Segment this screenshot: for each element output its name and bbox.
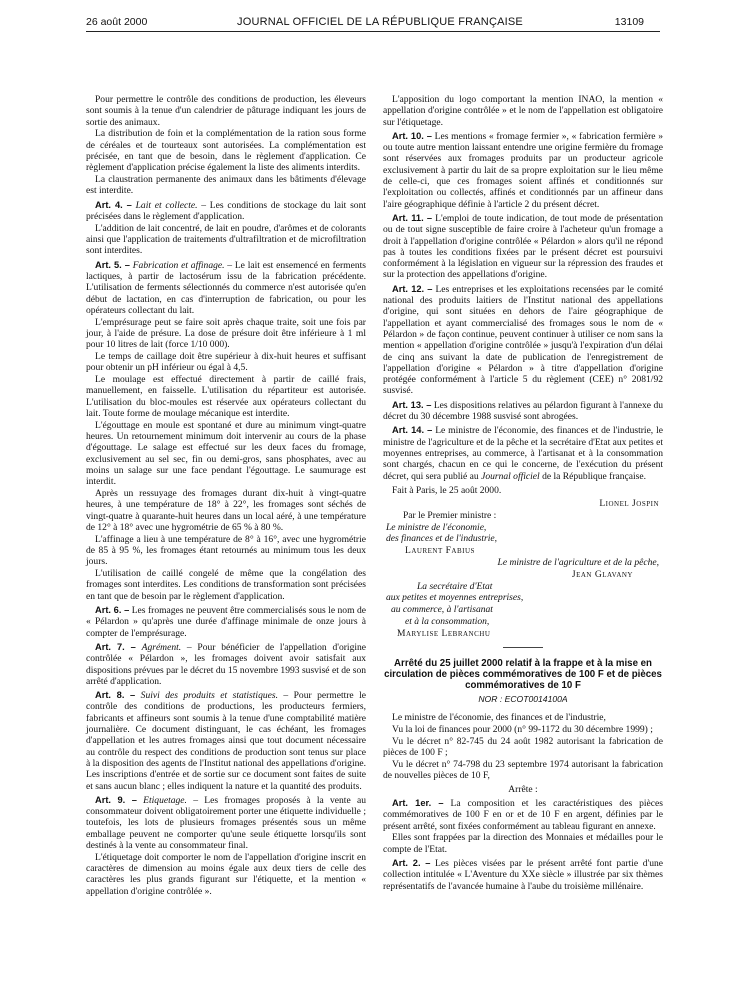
paragraph: L'apposition du logo comportant la mention INAO, la mention « appellation d'origine contrôlée » et le nom de l'appellation est obligatoire sur l'étiquetage. bbox=[383, 94, 663, 128]
header-date: 26 août 2000 bbox=[86, 16, 148, 28]
header-rule bbox=[86, 31, 660, 32]
article-4 bbox=[86, 200, 366, 223]
paragraph: Le ministre de l'économie, des finances et de l'industrie, bbox=[392, 712, 606, 724]
secretary-line: aux petites et moyennes entreprises, bbox=[386, 592, 524, 604]
secretary-line: au commerce, à l'artisanat bbox=[391, 604, 493, 616]
article-2 bbox=[383, 858, 663, 892]
article-text: de la République française. bbox=[539, 470, 647, 482]
article-text: – Les fromages proposés à la vente au consommateur doivent obligatoirement porter une étiquette individuelle ; toutefois, les lots de plusieurs fromages présentés sous un même emballage peuvent ne comporter qu'une seule étiquette lorsqu'ils sont destinés à la vente au consommateur final. bbox=[86, 794, 366, 851]
paragraph: L'utilisation de caillé congelé de même que la congélation des fromages sont interdites. Les conditions de transformation sont précisées en tant que de besoin par le règlement d'application. bbox=[86, 568, 366, 602]
article-8 bbox=[86, 690, 366, 792]
article-9 bbox=[86, 795, 366, 851]
article-10 bbox=[383, 131, 663, 210]
article-text: Le ministre de l'économie, des finances et de l'industrie, le ministre de l'agriculture et de la pêche et la secrétaire d'Etat aux petites et moyennes entreprises, au commerce, à l'artisanat et à la consommation sont chargés, chacun en ce qui le concerne, de l'exécution du présent décret, qui sera publié au bbox=[383, 425, 663, 482]
minister-eco-line: Le ministre de l'économie, bbox=[386, 521, 487, 533]
article-label: Art. 2. – bbox=[392, 858, 431, 869]
paragraph: L'emprésurage peut se faire soit après chaque traite, soit une fois par jour, à l'aide de présure. La dose de présure doit être inférieure à 1 ml pour 10 litres de lait (force 1/10 000). bbox=[86, 316, 366, 351]
article-7 bbox=[86, 642, 366, 687]
article-11 bbox=[383, 213, 663, 281]
article-title: Lait et collecte. bbox=[135, 199, 198, 211]
article-text: Les mentions « fromage fermier », « fabrication fermière » ou toute autre mention laissant entendre une origine fermière du fromage sont réservées aux fromages produits par un producteur agricole exclusivement à partir du lait de sa propre exploitation sur le lieu même de celle-ci, que ces fromages soient affinés et conditionnés sur l'exploitation ou collectés, affinés et conditionnés par un affineur dans l'aire géographique définie à l'article 2 du présent décret. bbox=[383, 130, 663, 210]
article-title: Suivi des produits et statistiques. bbox=[140, 690, 278, 702]
arrete-title: Arrêté du 25 juillet 2000 relatif à la frappe et à la mise en circulation de pièces commémoratives de 100 F et de pièces commémoratives de 10 F bbox=[384, 658, 662, 692]
article-label: Art. 11. – bbox=[392, 212, 433, 223]
separator bbox=[503, 647, 543, 648]
article-text: – Pour bénéficier de l'appellation d'origine contrôlée « Pélardon », les fromages doivent avoir satisfait aux dispositions prévues par le décret du 15 novembre 1993 susvisé et de son arrêté d'application. bbox=[86, 641, 367, 687]
paragraph: Après un ressuyage des fromages durant dix-huit à vingt-quatre heures, à une température de 18° à 22°, les fromages sont séchés de vingt-quatre à quarante-huit heures dans un local aéré, à une température de 12° à 18° avec une hygrométrie de 65 % à 80 %. bbox=[86, 488, 366, 533]
secretary-line: et à la consommation, bbox=[405, 616, 490, 628]
article-text: – Le lait est ensemencé en ferments lactiques, à partir de lactosérum issu de la fabrication précédente. L'utilisation de ferments sélectionnés du commerce n'est autorisée qu'en début de lactation, en cas d'interruption de fabrication, ou pour les opérateurs collectant du lait. bbox=[86, 259, 366, 316]
article-label: Art. 7. – bbox=[95, 641, 136, 652]
article-label: Art. 14. – bbox=[392, 425, 433, 436]
article-text: – Les conditions de stockage du lait sont précisées dans le règlement d'application. bbox=[86, 199, 366, 222]
article-title: Agrément. bbox=[141, 641, 182, 653]
article-text: Les entreprises et les exploitations recensées par le comité national des produits laitiers de l'Institut national des appellations d'origine, qui sont situées en dehors de l'aire géographique de l'appellation et ayant commercialisé des fromages sous le nom de « Pélardon » de façon continue, peuvent continuer à utiliser ce nom sans la mention « appellation d'origine contrôlée » jusqu'à l'expiration d'un délai de cinq ans suivant la date de publication de l'enregistrement de l'appellation d'origine « Pélardon » à titre d'appellation d'origine protégée conformément à l'article 5 du règlement (CEE) n° 2081/92 susvisé. bbox=[383, 283, 663, 397]
paragraph: L'addition de lait concentré, de lait en poudre, d'arômes et de colorants ainsi que l'application de traitements d'ultrafiltration et de microfiltration sont interdites. bbox=[86, 222, 366, 257]
article-5 bbox=[86, 260, 366, 316]
fait-a-paris: Fait à Paris, le 25 août 2000. bbox=[392, 484, 502, 496]
paragraph: L'affinage a lieu à une température de 8° à 16°, avec une hygrométrie de 85 à 95 %, les fromages étant retournés au minimum tous les deux jours. bbox=[86, 533, 366, 568]
article-text: – Pour permettre le contrôle des conditions de productions, les producteurs fermiers, fabricants et affineurs sont soumis à la tenue d'une comptabilité matière journalière. Ce document distinguant, le cas échéant, les fromages d'appellation et les autres fromages ainsi que tout document nécessaire au contrôle du respect des conditions de production sont tenus sur place à la disposition des agents de l'Institut national des appellations d'origine. Les inscriptions d'entrée et de sortie sur ce document sont faites de suite et sans aucun blanc ; elles indiquent la nature et la quantité des produits. bbox=[86, 690, 366, 792]
arrete-label: Arrête : bbox=[508, 783, 538, 795]
article-label: Art. 8. – bbox=[95, 690, 136, 701]
paragraph: Le temps de caillage doit être supérieur à dix-huit heures et suffisant pour obtenir un pH inférieur ou égal à 4,5. bbox=[86, 351, 366, 374]
article-6 bbox=[86, 605, 366, 639]
article-label: Art. 5. – bbox=[95, 259, 130, 270]
article-text: Les fromages ne peuvent être commercialisés sous le nom de « Pélardon » qu'après une durée d'affinage minimale de onze jours à compter de l'emprésurage. bbox=[86, 605, 366, 639]
article-label: Art. 1er. – bbox=[392, 798, 444, 809]
minister-eco-line: des finances et de l'industrie, bbox=[386, 533, 498, 545]
signature-eco: Laurent Fabius bbox=[405, 545, 475, 557]
signature-agri: Jean Glavany bbox=[571, 568, 633, 580]
journal-title: JOURNAL OFFICIEL DE LA RÉPUBLIQUE FRANÇAISE bbox=[237, 16, 523, 28]
right-column bbox=[383, 94, 663, 892]
article-label: Art. 10. – bbox=[392, 130, 432, 141]
article-label: Art. 12. – bbox=[392, 283, 433, 294]
article-label: Art. 9. – bbox=[95, 794, 137, 805]
signature-secretary: Marylise Lebranchu bbox=[397, 627, 491, 639]
paragraph: L'étiquetage doit comporter le nom de l'appellation d'origine inscrit en caractères de dimension au moins égale aux deux tiers de celle des caractères les plus grands figurant sur l'étiquette, et la mention « appellation d'origine contrôlée ». bbox=[86, 851, 366, 897]
paragraph: Vu le décret n° 74-798 du 23 septembre 1974 autorisant la fabrication de nouvelles pièces de 10 F, bbox=[383, 759, 663, 782]
article-text: Les dispositions relatives au pélardon figurant à l'annexe du décret du 30 décembre 1988 susvisé sont abrogées. bbox=[383, 399, 664, 423]
nor-reference: NOR : ECOT0014100A bbox=[478, 694, 568, 705]
paragraph: Pour permettre le contrôle des conditions de production, les éleveurs sont soumis à la tenue d'un calendrier de pâturage indiquant les jours de sortie des animaux. bbox=[86, 94, 366, 128]
article-13 bbox=[383, 400, 663, 423]
article-14 bbox=[383, 425, 663, 481]
article-label: Art. 13. – bbox=[392, 399, 432, 410]
page-number: 13109 bbox=[614, 16, 644, 28]
article-12 bbox=[383, 284, 663, 397]
article-title: Fabrication et affinage. bbox=[132, 259, 225, 271]
article-1 bbox=[383, 798, 663, 832]
article-text: Les pièces visées par le présent arrêté font partie d'une collection intitulée « L'Aventure du XXe siècle » illustrée par six thèmes représentatifs de l'avancée humaine à l'aube du troisième millénaire. bbox=[383, 858, 663, 892]
paragraph: Le moulage est effectué directement à partir de caillé frais, manuellement, en faisselle. L'utilisation du répartiteur est autorisée. L'utilisation du bloc-moules est réservée aux opérateurs collectant du lait. Toute forme de moulage mécanique est interdite. bbox=[86, 374, 366, 420]
par-le-premier-ministre: Par le Premier ministre : bbox=[403, 509, 497, 521]
minister-agri-line: Le ministre de l'agriculture et de la pêche, bbox=[497, 557, 659, 569]
journal-officiel-italic: Journal officiel bbox=[481, 470, 540, 482]
signature-prime-minister: Lionel Jospin bbox=[599, 498, 659, 510]
article-label: Art. 4. – bbox=[95, 199, 132, 210]
left-column bbox=[86, 94, 366, 897]
article-text: L'emploi de toute indication, de tout mode de présentation ou de tout signe susceptible de faire croire à l'acheteur qu'un fromage a droit à l'appellation d'origine contrôlée « Pélardon » alors qu'il ne répond pas à toutes les conditions fixées par le présent décret est poursuivi conformément à la législation en vigueur sur la répression des fraudes et sur la protection des appellations d'origine. bbox=[383, 212, 664, 281]
article-label: Art. 6. – bbox=[95, 605, 130, 616]
page-header bbox=[0, 16, 748, 32]
article-title: Etiquetage. bbox=[143, 794, 187, 806]
secretary-line: La secrétaire d'Etat bbox=[417, 580, 493, 592]
paragraph: Elles sont frappées par la direction des Monnaies et médailles pour le compte de l'Etat. bbox=[383, 832, 663, 855]
paragraph: La distribution de foin et la complémentation de la ration sous forme de céréales et de tourteaux sont autorisées. La complémentation est précisée, en tant que de besoin, dans le règlement d'application. Ce règlement d'application précise également la liste des aliments interdits. bbox=[86, 128, 366, 174]
article-text: La composition et les caractéristiques des pièces commémoratives de 100 F en or et de 10 F en argent, définies par le présent arrêté, sont fixées conformément au tableau figurant en annexe. bbox=[383, 798, 663, 832]
paragraph: Vu le décret n° 82-745 du 24 août 1982 autorisant la fabrication de pièces de 100 F ; bbox=[383, 736, 663, 759]
paragraph: Vu la loi de finances pour 2000 (n° 99-1172 du 30 décembre 1999) ; bbox=[392, 724, 653, 736]
paragraph: L'égouttage en moule est spontané et dure au minimum vingt-quatre heures. Un retournement minimum doit intervenir au cours de la phase d'égouttage. Le salage est effectué sur les deux faces du fromage, exclusivement au sel sec, fin ou demi-gros, sans phosphates, avec au moins un salage sur une face pendant l'égouttage. Le saumurage est interdit. bbox=[86, 419, 366, 488]
paragraph: La claustration permanente des animaux dans les bâtiments d'élevage est interdite. bbox=[86, 174, 366, 197]
